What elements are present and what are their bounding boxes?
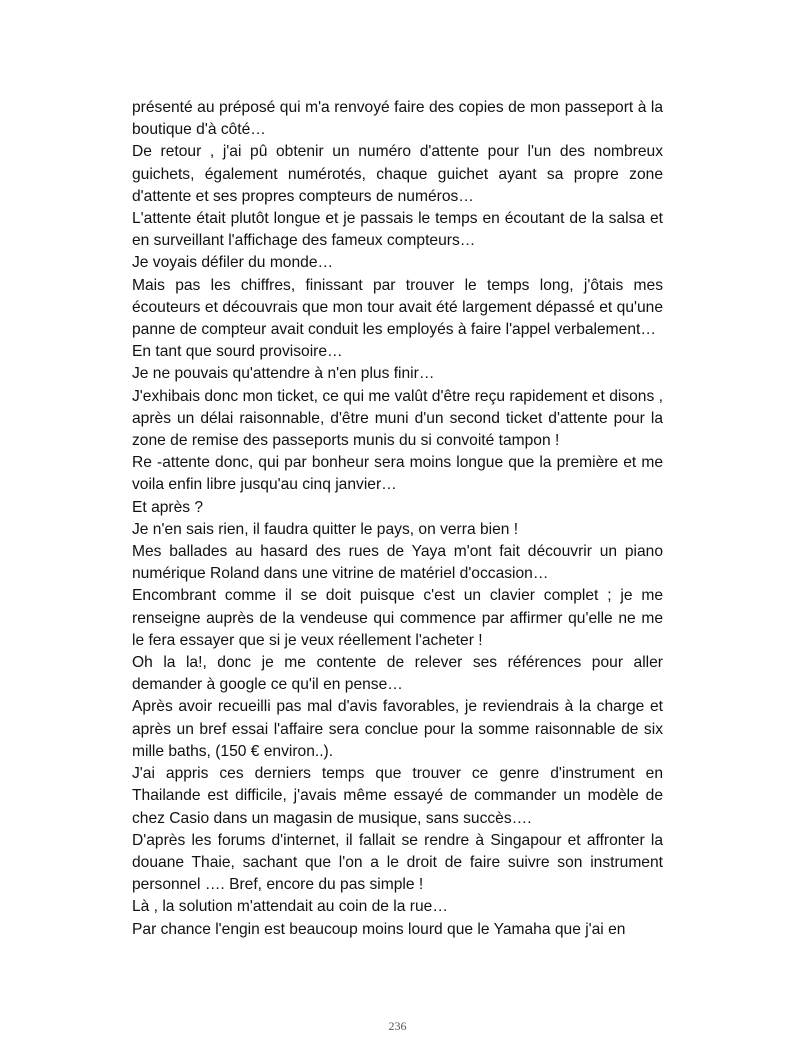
paragraph: Oh la la!, donc je me contente de relever ses références pour aller demander à google ce qu'il en pense… (132, 654, 668, 694)
paragraph: Mes ballades au hasard des rues de Yaya m'ont fait découvrir un piano numérique Roland dans une vitrine de matériel d'occasion… (132, 543, 668, 583)
paragraph: présenté au préposé qui m'a renvoyé faire des copies de mon passeport à la boutique d'à côté… (132, 99, 668, 139)
body-text (132, 97, 668, 941)
paragraph: Encombrant comme il se doit puisque c'est un clavier complet ; je me renseigne auprès de la vendeuse qui commence par affirmer qu'elle ne me le fera essayer que si je veux réellement l'acheter ! (132, 587, 668, 649)
paragraph: De retour , j'ai pû obtenir un numéro d'attente pour l'un des nombreux guichets, également numérotés, chaque guichet ayant sa propre zone d'attente et ses propres compteurs de numéros… (132, 143, 668, 205)
paragraph: Je voyais défiler du monde… (132, 254, 334, 272)
paragraph: Par chance l'engin est beaucoup moins lourd que le Yamaha que j'ai en (132, 920, 626, 938)
paragraph: Après avoir recueilli pas mal d'avis favorables, je reviendrais à la charge et après un bref essai l'affaire sera conclue pour la somme raisonnable de six mille baths, (150 € environ..). (132, 698, 668, 760)
paragraph: J'ai appris ces derniers temps que trouver ce genre d'instrument en Thailande est difficile, j'avais même essayé de commander un modèle de chez Casio dans un magasin de musique, sans succès…. (132, 765, 668, 827)
page-number: 236 (388, 1019, 407, 1033)
paragraph: En tant que sourd provisoire… (132, 343, 343, 361)
paragraph: Et après ? (132, 498, 204, 516)
paragraph: Mais pas les chiffres, finissant par trouver le temps long, j'ôtais mes écouteurs et découvrais que mon tour avait été largement dépassé et qu'une panne de compteur avait conduit les employés à faire l'appel verbalement… (132, 276, 668, 339)
paragraph: Là , la solution m'attendait au coin de la rue… (132, 898, 448, 916)
paragraph: J'exhibais donc mon ticket, ce qui me valût d'être reçu rapidement et disons , après un délai raisonnable, d'être muni d'un second ticket d'attente pour la zone de remise des passeports munis du si convoité tampon ! (132, 387, 668, 450)
paragraph: Re -attente donc, qui par bonheur sera moins longue que la première et me voila enfin libre jusqu'au cinq janvier… (132, 454, 668, 494)
paragraph: Je ne pouvais qu'attendre à n'en plus finir… (132, 365, 435, 383)
paragraph: L'attente était plutôt longue et je passais le temps en écoutant de la salsa et en surveillant l'affichage des fameux compteurs… (132, 210, 668, 250)
paragraph: D'après les forums d'internet, il fallait se rendre à Singapour et affronter la douane Thaie, sachant que l'on a le droit de faire suivre son instrument personnel …. Bref, encore du pas simple ! (132, 831, 668, 894)
paragraph: Je n'en sais rien, il faudra quitter le pays, on verra bien ! (132, 520, 519, 538)
